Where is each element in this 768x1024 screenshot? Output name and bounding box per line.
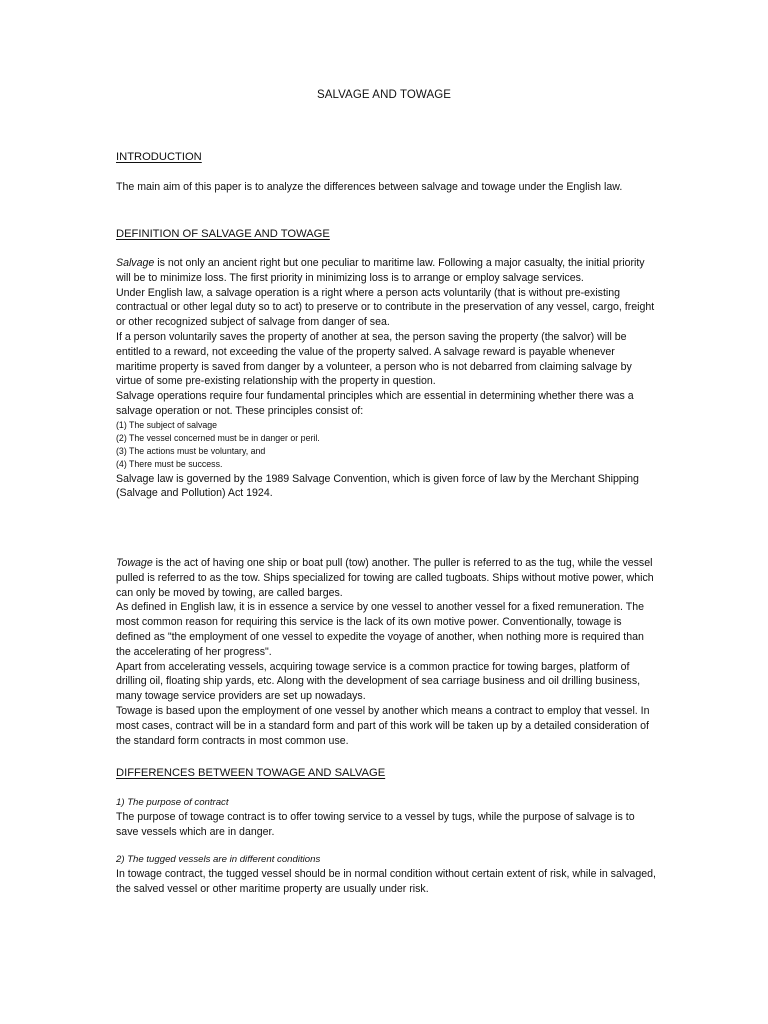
difference-subheading: 1) The purpose of contract [116,797,229,808]
salvage-paragraph-5: Salvage law is governed by the 1989 Salvage Convention, which is given force of law by the Merchant Shipping (Salvage and Pollution) Act 1924. [116,472,639,500]
differences-section [116,766,656,781]
towage-paragraph-1: Towage is the act of having one ship or boat pull (tow) another. The puller is referred to as the tug, while the vessel pulled is referred to as the tow. Ships specialized for towing are called tugboats. Ships without motive power, which can only be moved by towing, are called barges. [116,557,654,599]
definition-section [116,227,656,242]
difference-item [116,853,656,897]
towage-paragraph-4: Towage is based upon the employment of one vessel by another which means a contract to employ that vessel. In most cases, contract will be in a standard form and part of this work will be taken up by a detailed consideration of the standard form contracts in most common use. [116,704,650,747]
difference-item [116,796,656,840]
introduction-body [116,180,656,195]
differences-heading: DIFFERENCES BETWEEN TOWAGE AND SALVAGE [116,767,386,779]
principle-item: (3) The actions must be voluntary, and [116,446,266,457]
introduction-section [116,150,656,165]
towage-paragraph-2: As defined in English law, it is in essence a service by one vessel to another vessel for a fixed remuneration. The most common reason for requiring this service is the lack of its own motive power. Conventionally, towage is defined as "the employment of one vessel to expedite the voyage of another, when nothing more is required than the accelerating of her progress". [116,601,645,658]
introduction-heading: INTRODUCTION [116,151,202,163]
salvage-paragraph-2: Under English law, a salvage operation is a right where a person acts voluntarily (that is without pre-existing contractual or other legal duty so to act) to preserve or to contribute in the preservation of any vessel, cargo, freight or other recognized subject of salvage from danger of sea. [116,286,655,329]
principle-item: (2) The vessel concerned must be in danger or peril. [116,432,320,443]
difference-text: In towage contract, the tugged vessel should be in normal condition without certain extent of risk, while in salvaged, the salved vessel or other maritime property are usually under risk. [116,868,657,895]
salvage-paragraph-1: Salvage is not only an ancient right but one peculiar to maritime law. Following a major casualty, the initial priority will be to minimize loss. The first priority in minimizing loss is to arrange or employ salvage services. [116,257,645,284]
salvage-paragraph-4: Salvage operations require four fundamental principles which are essential in determining whether there was a salvage operation or not. These principles consist of: [116,390,634,417]
principles-list [116,419,656,472]
salvage-paragraph-3: If a person voluntarily saves the property of another at sea, the person saving the property (the salvor) will be entitled to a reward, not exceeding the value of the property salved. A salvage reward is payable whenever maritime property is saved from danger by a volunteer, a person who is not debarred from claiming salvage by virtue of some pre-existing relationship with the property in question. [116,330,632,388]
definition-heading: DEFINITION OF SALVAGE AND TOWAGE [116,228,330,240]
difference-subheading: 2) The tugged vessels are in different conditions [116,854,321,865]
introduction-text: The main aim of this paper is to analyze the differences between salvage and towage under the English law. [116,181,623,193]
salvage-block [116,256,656,501]
towage-term: Towage [116,557,153,569]
principle-item: (4) There must be success. [116,459,223,470]
principle-item: (1) The subject of salvage [116,419,218,430]
document-title: SALVAGE AND TOWAGE [316,89,452,101]
towage-block [116,556,656,748]
salvage-term: Salvage [116,257,155,269]
difference-text: The purpose of towage contract is to offer towing service to a vessel by tugs, while the purpose of salvage is to save vessels which are in danger. [116,811,635,838]
towage-paragraph-3: Apart from accelerating vessels, acquiring towage service is a common practice for towing barges, platform of drilling oil, floating ship yards, etc. Along with the development of sea carriage business and oil drilling business, many towage service providers are set up nowadays. [116,660,641,703]
